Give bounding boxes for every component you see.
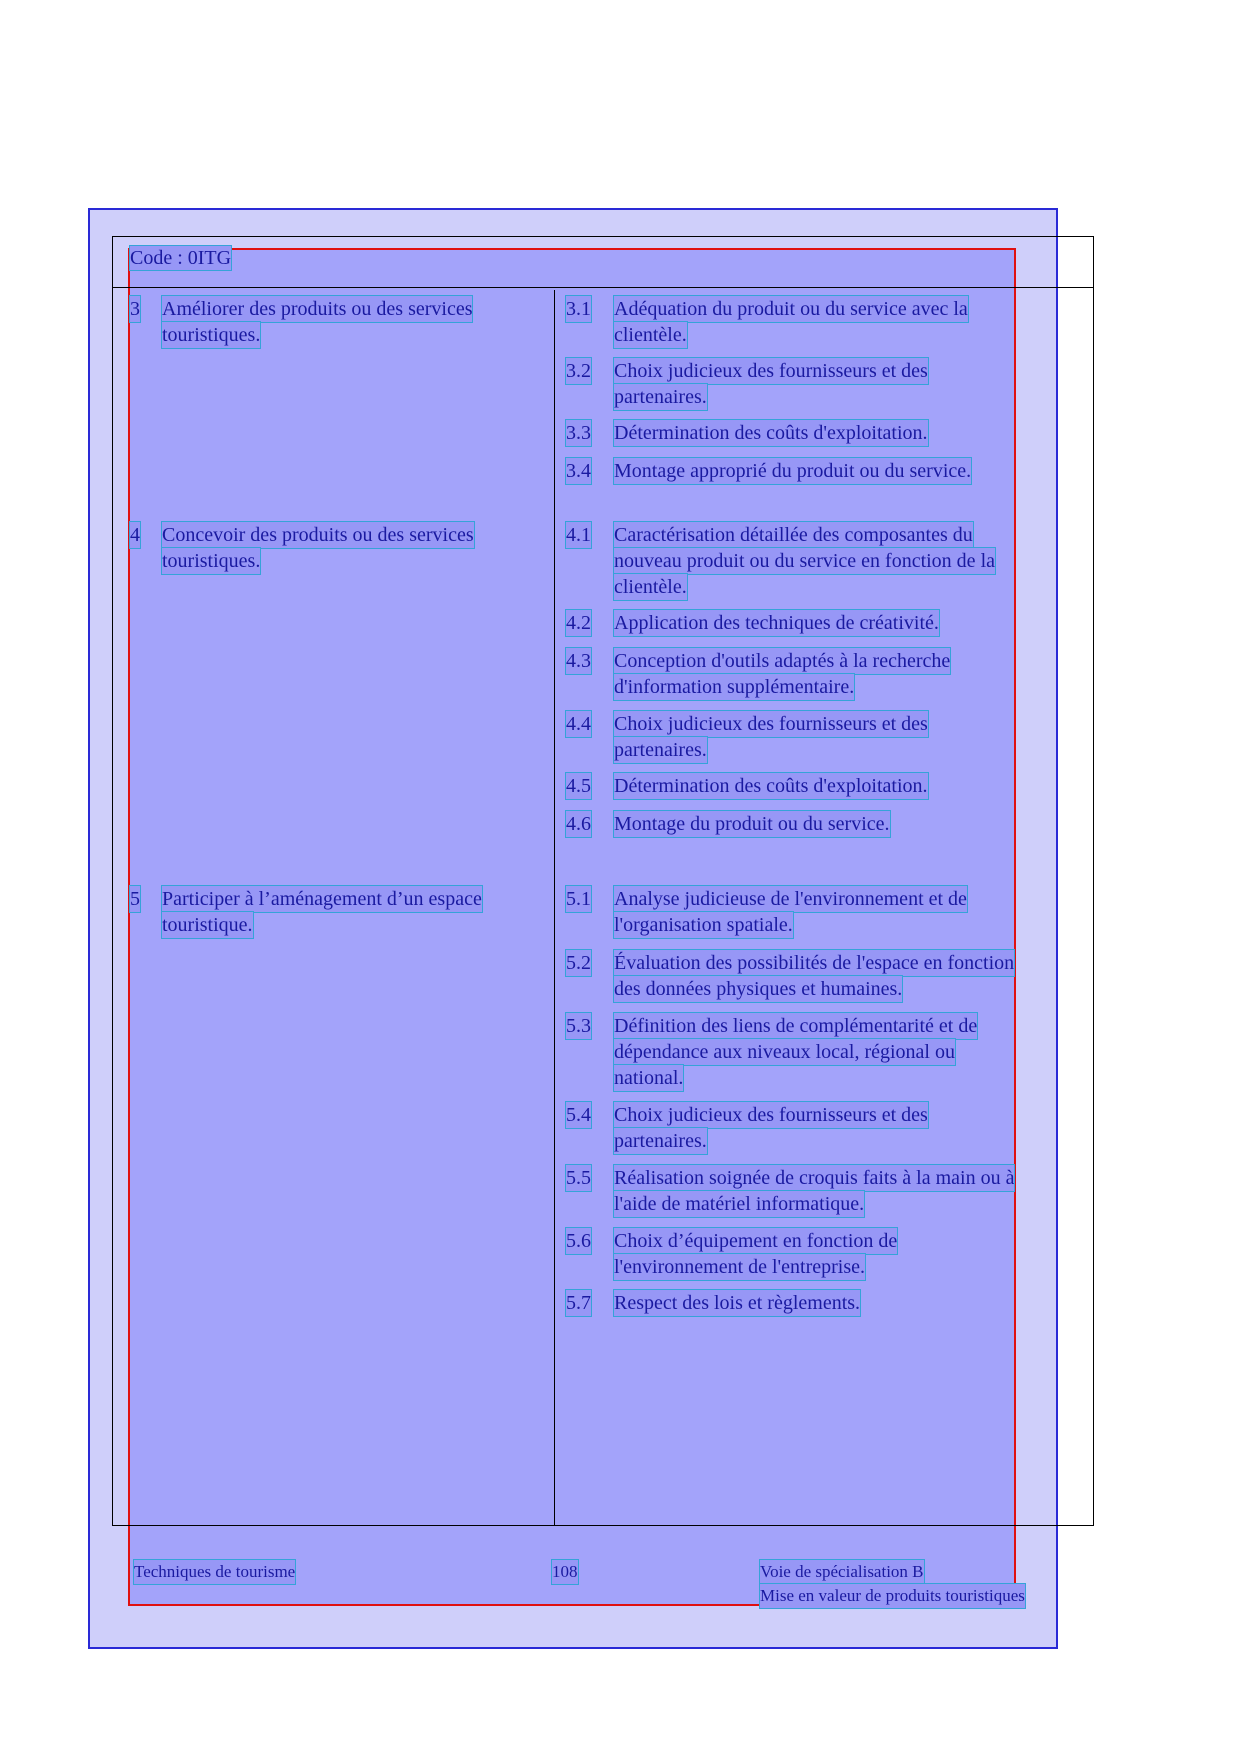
- criterion-text: national.: [614, 1067, 684, 1089]
- criterion-number: 4.6: [566, 813, 591, 835]
- competency-3: [130, 296, 550, 348]
- criterion-number: 5.6: [566, 1230, 591, 1252]
- criterion-5-3: [566, 1013, 977, 1091]
- competency-5: [130, 886, 550, 938]
- footer-pathway: Voie de spécialisation B: [760, 1560, 924, 1584]
- criterion-text: partenaires.: [614, 386, 707, 408]
- criterion-text: nouveau produit ou du service en fonction de la: [614, 550, 995, 572]
- criterion-text: Choix judicieux des fournisseurs et des: [614, 1104, 928, 1126]
- criterion-number: 4.5: [566, 775, 591, 797]
- criterion-4-1: [566, 522, 995, 600]
- criterion-number: 5.4: [566, 1104, 591, 1126]
- criterion-number: 4.2: [566, 612, 591, 634]
- competency-number: 5: [130, 888, 140, 910]
- criterion-5-1: [566, 886, 967, 938]
- criterion-text: Détermination des coûts d'exploitation.: [614, 422, 928, 444]
- criterion-number: 3.2: [566, 360, 591, 382]
- criterion-number: 4.1: [566, 524, 591, 546]
- criterion-text: l'organisation spatiale.: [614, 914, 793, 936]
- criterion-text: Réalisation soignée de croquis faits à la main ou à: [614, 1167, 1015, 1189]
- competency-text: touristiques.: [162, 550, 261, 572]
- criterion-text: dépendance aux niveaux local, régional ou: [614, 1041, 955, 1063]
- competency-text: touristiques.: [162, 324, 261, 346]
- criterion-number: 5.5: [566, 1167, 591, 1189]
- criterion-number: 5.2: [566, 952, 591, 974]
- competency-text: touristique.: [162, 914, 253, 936]
- page-number: 108: [552, 1560, 578, 1584]
- criterion-5-2: [566, 950, 1014, 1002]
- criterion-text: clientèle.: [614, 576, 687, 598]
- criterion-3-1: [566, 296, 968, 348]
- criterion-5-4: [566, 1102, 928, 1154]
- criterion-3-2: [566, 358, 928, 410]
- criterion-text: l'aide de matériel informatique.: [614, 1193, 865, 1215]
- criterion-number: 3.4: [566, 460, 591, 482]
- criterion-3-4: [566, 458, 971, 484]
- column-divider: [554, 290, 555, 1526]
- criterion-text: Caractérisation détaillée des composantes du: [614, 524, 973, 546]
- criterion-4-6: [566, 811, 890, 837]
- criterion-text: clientèle.: [614, 324, 687, 346]
- criterion-4-3: [566, 648, 950, 700]
- criterion-text: Choix judicieux des fournisseurs et des: [614, 713, 928, 735]
- competency-text: Améliorer des produits ou des services: [162, 298, 473, 320]
- criterion-text: l'environnement de l'entreprise.: [614, 1256, 866, 1278]
- footer-program: Techniques de tourisme: [134, 1560, 295, 1584]
- criterion-number: 5.1: [566, 888, 591, 910]
- footer-module: Mise en valeur de produits touristiques: [760, 1584, 1025, 1608]
- criterion-text: partenaires.: [614, 739, 707, 761]
- program-code: Code : 0ITG: [130, 247, 232, 269]
- criterion-text: Adéquation du produit ou du service avec la: [614, 298, 968, 320]
- criterion-text: Conception d'outils adaptés à la recherche: [614, 650, 951, 672]
- criterion-text: Analyse judicieuse de l'environnement et de: [614, 888, 967, 910]
- criterion-number: 3.1: [566, 298, 591, 320]
- criterion-text: Montage du produit ou du service.: [614, 813, 890, 835]
- competency-text: Participer à l’aménagement d’un espace: [162, 888, 482, 910]
- criterion-number: 4.4: [566, 713, 591, 735]
- criterion-4-2: [566, 610, 939, 636]
- criterion-text: des données physiques et humaines.: [614, 978, 903, 1000]
- criterion-text: Détermination des coûts d'exploitation.: [614, 775, 928, 797]
- criterion-text: Évaluation des possibilités de l'espace en fonction: [614, 952, 1015, 974]
- criterion-text: Définition des liens de complémentarité et de: [614, 1015, 978, 1037]
- criterion-text: partenaires.: [614, 1130, 707, 1152]
- criterion-text: Respect des lois et règlements.: [614, 1292, 861, 1314]
- criterion-5-7: [566, 1290, 860, 1316]
- criterion-4-5: [566, 773, 928, 799]
- header-divider: [112, 287, 1094, 288]
- competency-number: 3: [130, 298, 140, 320]
- criterion-text: Choix d’équipement en fonction de: [614, 1230, 898, 1252]
- criterion-number: 5.3: [566, 1015, 591, 1037]
- criterion-number: 4.3: [566, 650, 591, 672]
- competency-text: Concevoir des produits ou des services: [162, 524, 474, 546]
- criterion-5-5: [566, 1165, 1014, 1217]
- criterion-number: 5.7: [566, 1292, 591, 1314]
- criterion-4-4: [566, 711, 928, 763]
- competency-4: [130, 522, 550, 574]
- competency-number: 4: [130, 524, 140, 546]
- criterion-text: d'information supplémentaire.: [614, 676, 855, 698]
- criterion-text: Montage approprié du produit ou du service.: [614, 460, 972, 482]
- criterion-text: Application des techniques de créativité.: [614, 612, 939, 634]
- criterion-text: Choix judicieux des fournisseurs et des: [614, 360, 928, 382]
- criterion-5-6: [566, 1228, 897, 1280]
- criterion-number: 3.3: [566, 422, 591, 444]
- criterion-3-3: [566, 420, 928, 446]
